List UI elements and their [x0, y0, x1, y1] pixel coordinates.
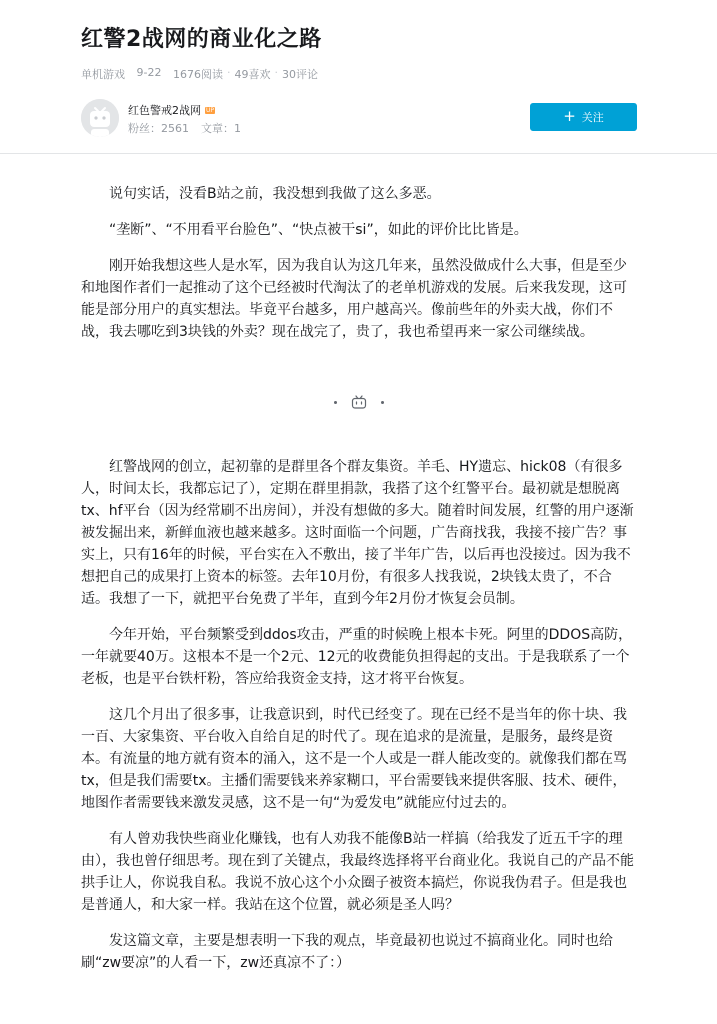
- follow-button[interactable]: [530, 103, 637, 131]
- follow-label: 关注: [581, 111, 604, 124]
- meta-views: 1676阅读: [172, 68, 223, 81]
- paragraph: 发这篇文章，主要是想表明一下我的观点，毕竟最初也说过不搞商业化。同时也给刷“zw要凉”的人看一下，zw还真凉不了：）: [81, 933, 613, 971]
- paragraph: 刚开始我想这些人是水军，因为我自认为这几年来，虽然没做成什么大事，但是至少和地图作者们一起推动了这个已经被时代淘汰了的老单机游戏的发展。后来我发现，这可能是部分用户的真实想法。毕竟平台越多，用户越高兴。像前些年的外卖大战，你们不战，我去哪吃到3块钱的外卖？现在战完了，贵了，我也希望再来一家公司继续战。: [81, 258, 627, 340]
- article-meta: [81, 66, 318, 82]
- meta-category[interactable]: 单机游戏: [81, 68, 125, 81]
- meta-likes: 49喜欢: [234, 68, 271, 81]
- divider-dot: [381, 401, 384, 404]
- article-body-part1: [81, 183, 637, 357]
- paragraph: “垄断”、“不用看平台脸色”、“快点被干si”，如此的评价比比皆是。: [109, 222, 528, 238]
- paragraph: 有人曾劝我快些商业化赚钱，也有人劝我不能像B站一样搞（给我发了近五千字的理由），我也曾仔细思考。现在到了关键点，我最终选择将平台商业化。我说自己的产品不能拱手让人，你说我自私。我说不放心这个小众圈子被资本搞烂，你说我伪君子。但是我也是普通人，和大家一样。我站在这个位置，就必须是圣人吗？: [81, 831, 634, 913]
- paragraph: 这几个月出了很多事，让我意识到，时代已经变了。现在已经不是当年的你十块、我一百、大家集资、平台收入自给自足的时代了。现在追求的是流量，是服务，最终是资本。有流量的地方就有资本的涌入，这不是一个人或是一群人能改变的。就像我们都在骂tx，但是我们需要tx。主播们需要钱来养家糊口，平台需要钱来提供客服、技术、硬件，地图作者需要钱来激发灵感，这不是一句“为爱发电”就能应付过去的。: [81, 707, 627, 811]
- paragraph: 红警战网的创立，起初靠的是群里各个群友集资。羊毛、HY遗忘、hick08（有很多人，时间太长，我都忘记了），定期在群里捐款，我搭了这个红警平台。最初就是想脱离tx、hf平台（因为经常刷不出房间），并没有想做的多大。随着时间发展，红警的用户逐渐被发掘出来，新鲜血液也越来越多。这时面临一个问题，广告商找我，我接不接广告？事实上，只有16年的时候，平台实在入不敷出，接了半年广告，以后再也没接过。因为我不想把自己的成果打上资本的标签。去年10月份，有很多人找我说，2块钱太贵了，不合适。我想了一下，就把平台免费了半年，直到今年2月份才恢复会员制。: [81, 459, 634, 607]
- author-articles: 文章：1: [201, 122, 241, 135]
- paragraph: 今年开始，平台频繁受到ddos攻击，严重的时候晚上根本卡死。阿里的DDOS高防，一年就要40万。这根本不是一个2元、12元的收费能负担得起的支出。于是我联系了一个老板，也是平台铁杆粉，答应给我资金支持，这才将平台恢复。: [81, 627, 633, 687]
- author-fans: 粉丝：2561: [128, 122, 189, 135]
- article-body-part2: [81, 456, 637, 988]
- article-title: 红警2战网的商业化之路: [81, 27, 322, 52]
- plus-icon: +: [563, 107, 576, 125]
- author-stats: [128, 120, 241, 136]
- author-avatar[interactable]: [81, 99, 119, 137]
- meta-date: 9-22: [136, 66, 162, 79]
- author-name-row: [128, 102, 215, 118]
- divider-dot: [334, 401, 337, 404]
- tv-mascot-icon: [351, 395, 367, 409]
- author-card: [81, 99, 637, 137]
- header-divider: [0, 153, 717, 154]
- meta-comments: 30评论: [281, 68, 318, 81]
- author-name[interactable]: 红色警戒2战网: [128, 104, 201, 117]
- paragraph: 说句实话，没看B站之前，我没想到我做了这么多恶。: [109, 186, 441, 202]
- level-badge: UP: [206, 106, 215, 114]
- meta-separator: ·: [274, 66, 278, 79]
- meta-separator: ·: [226, 66, 231, 79]
- section-divider: [0, 392, 717, 412]
- tv-mascot-icon: [81, 99, 119, 137]
